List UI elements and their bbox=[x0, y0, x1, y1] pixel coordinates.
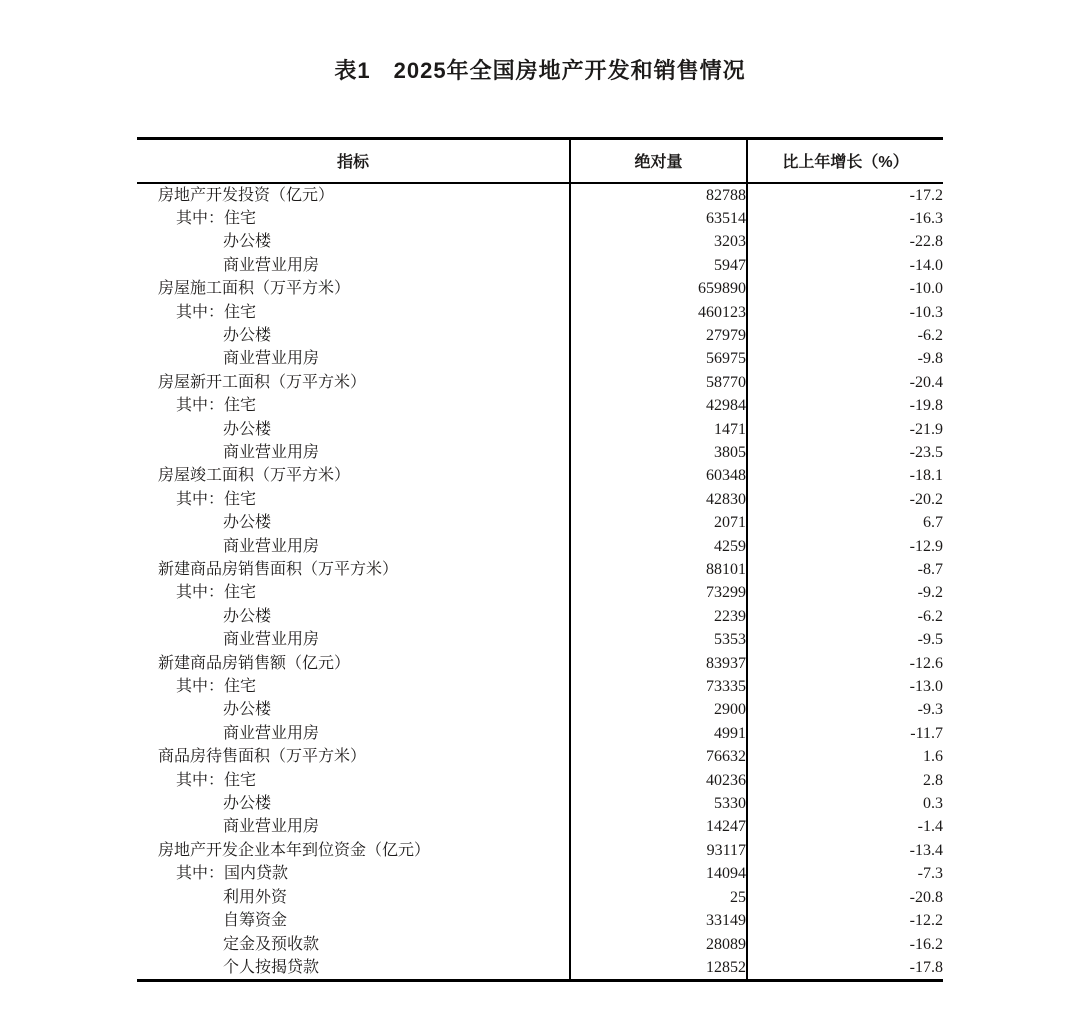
indicator-cell: 房地产开发投资（亿元） bbox=[158, 186, 335, 204]
absolute-amount-cell: 5947 bbox=[570, 254, 747, 277]
table-row bbox=[137, 886, 943, 909]
table-title: 表1 2025年全国房地产开发和销售情况 bbox=[334, 58, 746, 83]
table-row bbox=[137, 511, 943, 534]
indicator-cell: 办公楼 bbox=[223, 420, 272, 438]
table-row bbox=[137, 301, 943, 324]
table-row bbox=[137, 230, 943, 253]
indicator-cell: 房屋新开工面积（万平方米） bbox=[158, 373, 367, 391]
absolute-amount-cell: 460123 bbox=[570, 301, 747, 324]
indicator-cell: 其中：住宅 bbox=[176, 397, 257, 415]
yoy-growth-cell: -9.8 bbox=[747, 347, 943, 370]
column-header-yoy-growth: 比上年增长（%） bbox=[747, 139, 943, 183]
indicator-cell: 其中：住宅 bbox=[176, 209, 257, 227]
yoy-growth-cell: -16.2 bbox=[747, 933, 943, 956]
yoy-growth-cell: -18.1 bbox=[747, 464, 943, 487]
column-header-indicator: 指标 bbox=[137, 139, 570, 183]
yoy-growth-cell: -19.8 bbox=[747, 394, 943, 417]
absolute-amount-cell: 73335 bbox=[570, 675, 747, 698]
indicator-cell: 其中：住宅 bbox=[176, 584, 257, 602]
table-row bbox=[137, 347, 943, 370]
indicator-cell: 办公楼 bbox=[223, 514, 272, 532]
yoy-growth-cell: -20.2 bbox=[747, 488, 943, 511]
indicator-cell: 商品房待售面积（万平方米） bbox=[158, 748, 367, 766]
yoy-growth-cell: -17.2 bbox=[747, 183, 943, 207]
indicator-cell: 房屋施工面积（万平方米） bbox=[158, 280, 351, 298]
yoy-growth-cell: -6.2 bbox=[747, 324, 943, 347]
column-header-absolute-amount: 绝对量 bbox=[570, 139, 747, 183]
table-row bbox=[137, 535, 943, 558]
table-row bbox=[137, 488, 943, 511]
table-row bbox=[137, 862, 943, 885]
absolute-amount-cell: 76632 bbox=[570, 745, 747, 768]
yoy-growth-cell: 6.7 bbox=[747, 511, 943, 534]
indicator-cell: 房屋竣工面积（万平方米） bbox=[158, 467, 351, 485]
absolute-amount-cell: 93117 bbox=[570, 839, 747, 862]
yoy-growth-cell: -6.2 bbox=[747, 605, 943, 628]
table-row bbox=[137, 839, 943, 862]
yoy-growth-cell: 2.8 bbox=[747, 769, 943, 792]
absolute-amount-cell: 25 bbox=[570, 886, 747, 909]
table-body bbox=[137, 183, 943, 981]
yoy-growth-cell: -10.0 bbox=[747, 277, 943, 300]
absolute-amount-cell: 58770 bbox=[570, 371, 747, 394]
table-row bbox=[137, 418, 943, 441]
indicator-cell: 房地产开发企业本年到位资金（亿元） bbox=[158, 841, 431, 859]
table-row bbox=[137, 183, 943, 207]
table-row bbox=[137, 815, 943, 838]
yoy-growth-cell: -11.7 bbox=[747, 722, 943, 745]
absolute-amount-cell: 659890 bbox=[570, 277, 747, 300]
yoy-growth-cell: -16.3 bbox=[747, 207, 943, 230]
yoy-growth-cell: -14.0 bbox=[747, 254, 943, 277]
yoy-growth-cell: -20.4 bbox=[747, 371, 943, 394]
absolute-amount-cell: 4991 bbox=[570, 722, 747, 745]
absolute-amount-cell: 5330 bbox=[570, 792, 747, 815]
yoy-growth-cell: -22.8 bbox=[747, 230, 943, 253]
absolute-amount-cell: 12852 bbox=[570, 956, 747, 981]
absolute-amount-cell: 83937 bbox=[570, 652, 747, 675]
yoy-growth-cell: -9.3 bbox=[747, 698, 943, 721]
yoy-growth-cell: -12.2 bbox=[747, 909, 943, 932]
indicator-cell: 商业营业用房 bbox=[223, 256, 320, 274]
absolute-amount-cell: 42830 bbox=[570, 488, 747, 511]
absolute-amount-cell: 56975 bbox=[570, 347, 747, 370]
yoy-growth-cell: -23.5 bbox=[747, 441, 943, 464]
absolute-amount-cell: 2071 bbox=[570, 511, 747, 534]
table-row bbox=[137, 698, 943, 721]
indicator-cell: 利用外资 bbox=[223, 888, 288, 906]
stats-table bbox=[137, 137, 943, 982]
indicator-cell: 办公楼 bbox=[223, 326, 272, 344]
absolute-amount-cell: 40236 bbox=[570, 769, 747, 792]
indicator-cell: 新建商品房销售面积（万平方米） bbox=[158, 561, 399, 578]
yoy-growth-cell: -9.5 bbox=[747, 628, 943, 651]
absolute-amount-cell: 42984 bbox=[570, 394, 747, 417]
table-row bbox=[137, 652, 943, 675]
table-row bbox=[137, 933, 943, 956]
absolute-amount-cell: 2900 bbox=[570, 698, 747, 721]
indicator-cell: 其中：住宅 bbox=[176, 490, 257, 508]
table-row bbox=[137, 581, 943, 604]
absolute-amount-cell: 63514 bbox=[570, 207, 747, 230]
table-row bbox=[137, 722, 943, 745]
yoy-growth-cell: -12.9 bbox=[747, 535, 943, 558]
table-row bbox=[137, 324, 943, 347]
absolute-amount-cell: 82788 bbox=[570, 183, 747, 207]
table-row bbox=[137, 277, 943, 300]
absolute-amount-cell: 2239 bbox=[570, 605, 747, 628]
absolute-amount-cell: 4259 bbox=[570, 535, 747, 558]
table-row bbox=[137, 909, 943, 932]
indicator-cell: 商业营业用房 bbox=[223, 443, 320, 461]
yoy-growth-cell: -7.3 bbox=[747, 862, 943, 885]
absolute-amount-cell: 14247 bbox=[570, 815, 747, 838]
indicator-cell: 其中：住宅 bbox=[176, 771, 257, 789]
table-row bbox=[137, 956, 943, 981]
yoy-growth-cell: -10.3 bbox=[747, 301, 943, 324]
indicator-cell: 商业营业用房 bbox=[223, 818, 320, 836]
yoy-growth-cell: -8.7 bbox=[747, 558, 943, 581]
table-row bbox=[137, 464, 943, 487]
indicator-cell: 商业营业用房 bbox=[223, 537, 320, 555]
table-row bbox=[137, 605, 943, 628]
table-row bbox=[137, 628, 943, 651]
yoy-growth-cell: -20.8 bbox=[747, 886, 943, 909]
table-header-row bbox=[137, 139, 943, 183]
indicator-cell: 其中：住宅 bbox=[176, 303, 257, 321]
yoy-growth-cell: -13.4 bbox=[747, 839, 943, 862]
table-row bbox=[137, 558, 943, 581]
absolute-amount-cell: 73299 bbox=[570, 581, 747, 604]
absolute-amount-cell: 3203 bbox=[570, 230, 747, 253]
table-row bbox=[137, 792, 943, 815]
indicator-cell: 个人按揭贷款 bbox=[223, 958, 320, 976]
absolute-amount-cell: 14094 bbox=[570, 862, 747, 885]
table-row bbox=[137, 745, 943, 768]
absolute-amount-cell: 1471 bbox=[570, 418, 747, 441]
yoy-growth-cell: 1.6 bbox=[747, 745, 943, 768]
yoy-growth-cell: -1.4 bbox=[747, 815, 943, 838]
yoy-growth-cell: -9.2 bbox=[747, 581, 943, 604]
absolute-amount-cell: 3805 bbox=[570, 441, 747, 464]
indicator-cell: 商业营业用房 bbox=[223, 350, 320, 368]
table-row bbox=[137, 254, 943, 277]
absolute-amount-cell: 27979 bbox=[570, 324, 747, 347]
indicator-cell: 新建商品房销售额（亿元） bbox=[158, 654, 351, 672]
indicator-cell: 自筹资金 bbox=[223, 912, 288, 930]
yoy-growth-cell: -13.0 bbox=[747, 675, 943, 698]
absolute-amount-cell: 5353 bbox=[570, 628, 747, 651]
yoy-growth-cell: -12.6 bbox=[747, 652, 943, 675]
table-row bbox=[137, 207, 943, 230]
indicator-cell: 办公楼 bbox=[223, 795, 272, 813]
indicator-cell: 办公楼 bbox=[223, 607, 272, 625]
table-row bbox=[137, 675, 943, 698]
absolute-amount-cell: 88101 bbox=[570, 558, 747, 581]
indicator-cell: 定金及预收款 bbox=[223, 935, 320, 953]
absolute-amount-cell: 60348 bbox=[570, 464, 747, 487]
indicator-cell: 其中：住宅 bbox=[176, 678, 257, 696]
absolute-amount-cell: 33149 bbox=[570, 909, 747, 932]
indicator-cell: 办公楼 bbox=[223, 701, 272, 719]
yoy-growth-cell: 0.3 bbox=[747, 792, 943, 815]
indicator-cell: 办公楼 bbox=[223, 233, 272, 251]
indicator-cell: 其中：国内贷款 bbox=[176, 865, 289, 883]
indicator-cell: 商业营业用房 bbox=[223, 631, 320, 649]
table-row bbox=[137, 441, 943, 464]
table-row bbox=[137, 371, 943, 394]
yoy-growth-cell: -21.9 bbox=[747, 418, 943, 441]
yoy-growth-cell: -17.8 bbox=[747, 956, 943, 981]
table-row bbox=[137, 394, 943, 417]
indicator-cell: 商业营业用房 bbox=[223, 724, 320, 742]
table-row bbox=[137, 769, 943, 792]
absolute-amount-cell: 28089 bbox=[570, 933, 747, 956]
